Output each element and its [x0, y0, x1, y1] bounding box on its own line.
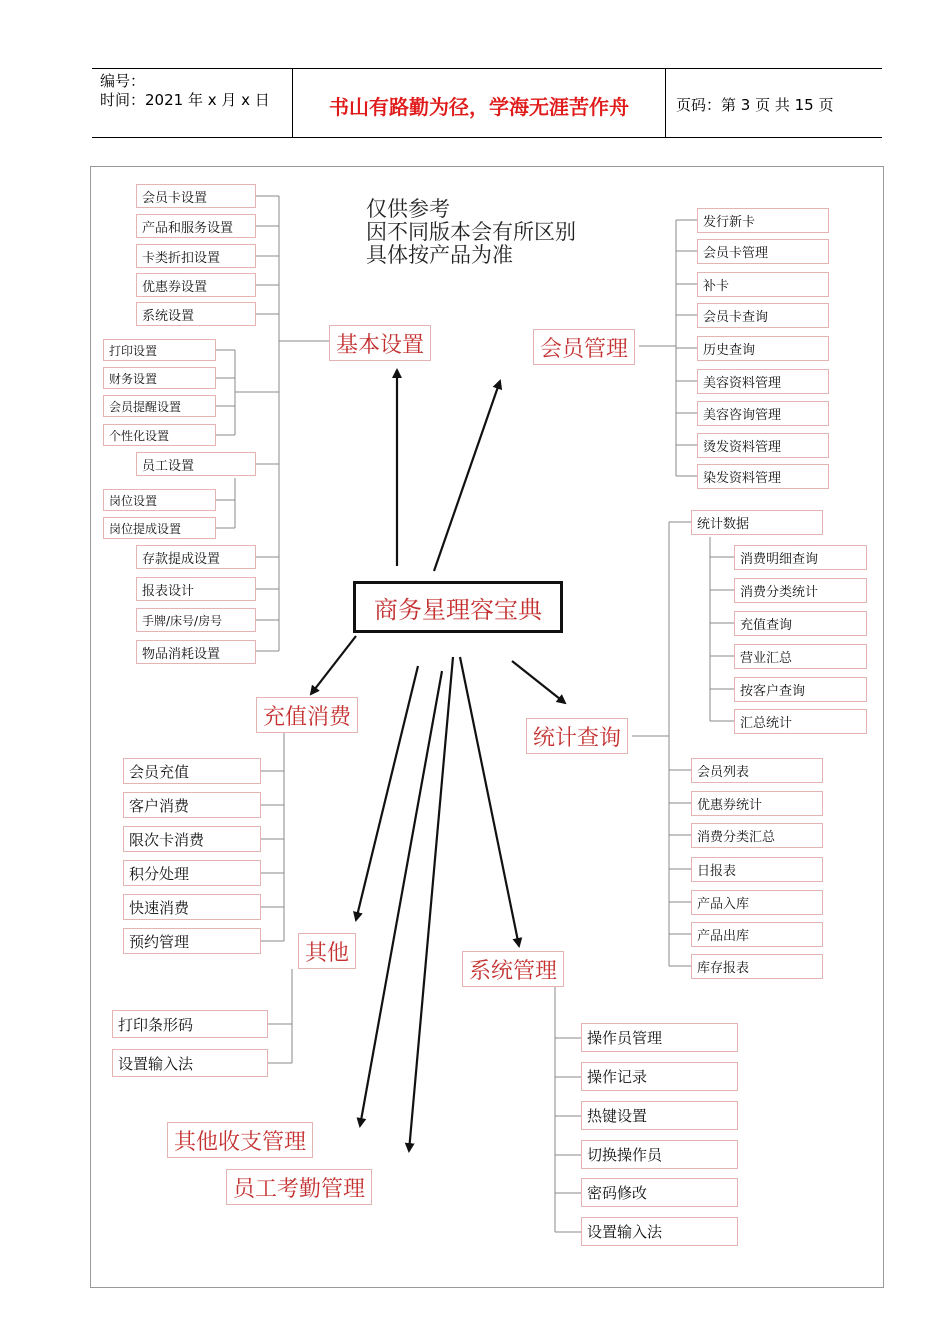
stats-item: 日报表	[691, 857, 823, 882]
category-system-management: 系统管理	[462, 951, 564, 987]
basic-item: 个性化设置	[103, 424, 216, 446]
stats-item: 产品入库	[691, 890, 823, 915]
category-basic-settings: 基本设置	[329, 325, 431, 361]
member-item: 补卡	[697, 272, 829, 297]
motto: 书山有路勤为径，学海无涯苦作舟	[329, 95, 629, 119]
member-item: 发行新卡	[697, 208, 829, 233]
stats-item: 消费分类汇总	[691, 823, 823, 848]
stats-group-title: 统计数据	[691, 510, 823, 535]
basic-item: 优惠券设置	[136, 273, 256, 297]
stats-item: 产品出库	[691, 922, 823, 947]
member-item: 历史查询	[697, 336, 829, 361]
category-recharge-consumption: 充值消费	[256, 697, 358, 733]
stats-sub-item: 营业汇总	[734, 644, 867, 669]
basic-item: 岗位提成设置	[103, 517, 216, 539]
basic-item: 产品和服务设置	[136, 214, 256, 238]
stats-sub-item: 充值查询	[734, 611, 867, 636]
basic-item: 卡类折扣设置	[136, 244, 256, 268]
central-node: 商务星理容宝典	[353, 581, 563, 633]
member-item: 美容资料管理	[697, 369, 829, 394]
note-line: 具体按产品为准	[366, 243, 513, 267]
system-item: 设置输入法	[581, 1217, 738, 1246]
basic-item: 物品消耗设置	[136, 640, 256, 664]
system-item: 操作员管理	[581, 1023, 738, 1052]
category-other: 其他	[298, 933, 356, 969]
other-item: 设置输入法	[112, 1049, 268, 1077]
system-item: 操作记录	[581, 1062, 738, 1091]
basic-item: 员工设置	[136, 452, 256, 476]
basic-item: 手牌/床号/房号	[136, 608, 256, 632]
member-item: 美容咨询管理	[697, 401, 829, 426]
stats-item: 优惠券统计	[691, 791, 823, 816]
member-item: 染发资料管理	[697, 464, 829, 489]
category-attendance: 员工考勤管理	[226, 1169, 372, 1205]
basic-item: 财务设置	[103, 367, 216, 389]
disclaimer-note	[366, 198, 576, 267]
recharge-item: 预约管理	[123, 928, 261, 954]
recharge-item: 会员充值	[123, 758, 261, 784]
number-label: 编号：	[100, 72, 146, 90]
basic-item: 系统设置	[136, 302, 256, 326]
stats-item: 会员列表	[691, 758, 823, 783]
member-item: 会员卡管理	[697, 239, 829, 264]
basic-item: 会员卡设置	[136, 184, 256, 208]
note-line: 因不同版本会有所区别	[366, 220, 576, 244]
recharge-item: 积分处理	[123, 860, 261, 886]
member-item: 烫发资料管理	[697, 433, 829, 458]
stats-item: 库存报表	[691, 954, 823, 979]
member-item: 会员卡查询	[697, 303, 829, 328]
recharge-item: 限次卡消费	[123, 826, 261, 852]
system-item: 密码修改	[581, 1178, 738, 1207]
note-line: 仅供参考	[366, 197, 450, 221]
stats-sub-item: 消费明细查询	[734, 545, 867, 570]
time-label: 时间：2021 年 x 月 x 日	[100, 91, 270, 109]
basic-item: 存款提成设置	[136, 545, 256, 569]
basic-item: 打印设置	[103, 339, 216, 361]
stats-sub-item: 汇总统计	[734, 709, 867, 734]
system-item: 切换操作员	[581, 1140, 738, 1169]
category-other-income: 其他收支管理	[167, 1122, 313, 1158]
other-item: 打印条形码	[112, 1010, 268, 1038]
basic-item: 报表设计	[136, 577, 256, 601]
recharge-item: 快速消费	[123, 894, 261, 920]
stats-sub-item: 按客户查询	[734, 677, 867, 702]
system-item: 热键设置	[581, 1101, 738, 1130]
recharge-item: 客户消费	[123, 792, 261, 818]
page-number: 页码：第 3 页 共 15 页	[676, 96, 834, 114]
stats-sub-item: 消费分类统计	[734, 578, 867, 603]
basic-item: 会员提醒设置	[103, 395, 216, 417]
category-member-management: 会员管理	[533, 329, 635, 365]
basic-item: 岗位设置	[103, 489, 216, 511]
category-statistics-query: 统计查询	[526, 718, 628, 754]
